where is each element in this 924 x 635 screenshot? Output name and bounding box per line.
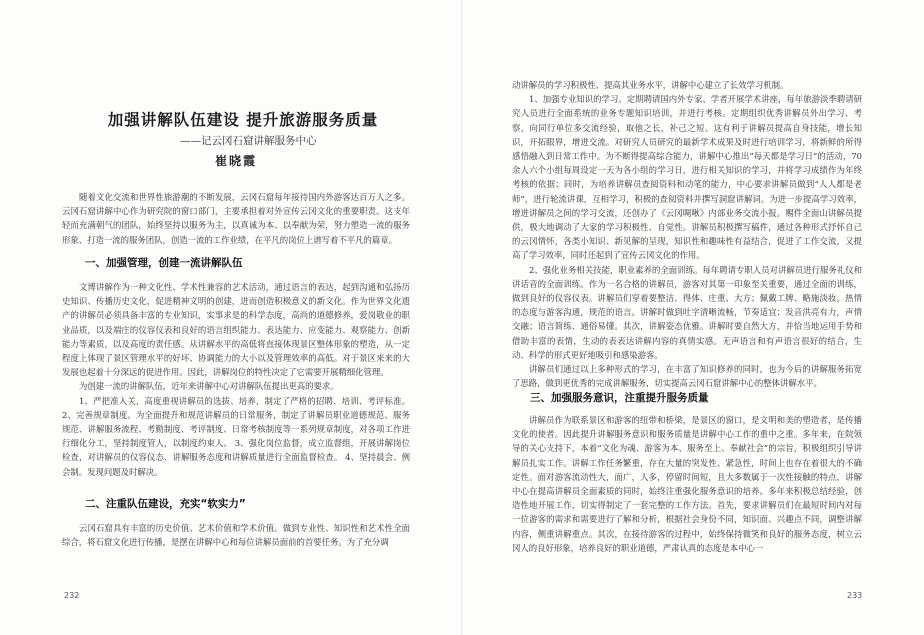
article-subtitle: ——记云冈石窟讲解服务中心 — [180, 135, 317, 147]
section-heading-1: 一、加强管理，创建一流讲解队伍 — [85, 257, 243, 269]
paragraph: 为创建一流的讲解队伍，近年来讲解中心对讲解队伍提出更高的要求。 — [79, 381, 339, 392]
paragraph: 1、严把准入关，高度重视讲解员的选拔、培养，制定了严格的招聘、培训、考评标准。 2、完善规章制度。为全面提升和规范讲解员的日常服务，制定了讲解员职业道德规范、服务规范、讲解服务流程、考勤制度、考评制度、日常考核制度等一系列规章制度，对各项工作进行细化分工，坚持制度管人，以制度约束人。 3、强化岗位监督，成立监督组，开展讲解岗位检查，对讲解员的仪容仪态、讲解服务态度和讲解质量进行全面监督检查。 4、坚持晨会、例会制。发现问题及时解决。 — [62, 395, 410, 477]
right-page — [462, 0, 924, 635]
paragraph: 讲解员作为联系景区和游客的纽带和桥梁，是景区的窗口，是文明和美的塑造者，是传播文化的使者。因此提升讲解服务意识和服务质量是讲解中心工作的重中之重。多年来，在院领导的关心支持下，本着“文化为魂、游客为本、服务至上、奉献社会”的宗旨，积极组织引导讲解员扎实工作。讲解工作任务繁重，存在大量的突发性、紧急性，时间上也存在着很大的不确定性。面对游客流动性大，面广，人多，停留时间短，且大多数属于一次性接触的特点，讲解中心在提高讲解员全面素质的同时，始终注重强化服务意识的培养。多年来积极总结经验，创造性地开展工作，切实得制定了一套完整的工作方法。首先，要求讲解员们在最短时间内对每一位游客的需求和需要进行了解和分析，根据社会身份不同，知识面、兴趣点不同，调整讲解内容，侧重讲解重点。其次，在接待游客的过程中，始终保持微笑和良好的服务态度，树立云冈人的良好形象，培养良好的职业道德，严肃认真的态度是本中心一 — [512, 415, 862, 553]
intro-paragraph: 随着文化交流和世界性旅游潮的不断发展，云冈石窟每年接待国内外游客达百万人之多。云冈石窟讲解中心作为研究院的窗口部门，主要承担着对外宣传云冈文化的重要职责。这支年轻而充满朝气的团队，始终坚持以服务为主，以真诚为本、以奉献为荣，努力塑造一流的服务形象、打造一流的服务团队，创造一流的工作业绩，在平凡的岗位上谱写着不平凡的篇章。 — [62, 192, 410, 245]
section-2-body — [62, 521, 410, 549]
page-number-left: 232 — [64, 591, 80, 600]
page-number-right: 233 — [847, 591, 863, 600]
section-3-body — [512, 413, 862, 555]
section-heading-2: 二、注重队伍建设，充实“软实力” — [85, 498, 246, 510]
article-title: 加强讲解队伍建设 提升旅游服务质量 — [107, 111, 379, 129]
paragraph: 云冈石窟具有丰富的历史价值、艺术价值和学术价值。做到专业性、知识性和艺术性全面综合，将石窟文化进行传播，是摆在讲解中心和每位讲解员面前的首要任务。为了充分调 — [62, 523, 410, 548]
paragraph: 动讲解员的学习积极性、提高其业务水平，讲解中心建立了长效学习机制。 — [512, 80, 789, 90]
section-2-continued — [512, 78, 862, 390]
section-heading-3: 三、加强服务意识，注重提升服务质量 — [530, 392, 709, 404]
paragraph: 1、加强专业知识的学习。定期聘请国内外专家、学者开展学术讲座，每年旅游淡季聘请研究人员进行全面系统的业务专题知识培训，并进行考核。定期组织优秀讲解员外出学习、考察，向同行单位多交流经验，取他之长，补己之短。这有利于讲解员提高自身技能，增长知识，开拓眼界，增进交流。对研究人员研究的最新学术成果及时进行培训学习，将新鲜的所得感悟融入到日常工作中。为不断得提高综合能力，讲解中心推出“每天都是学习日”的活动，70余人六个小组每周设定一天为各小组的学习日，进行相关知识的学习，并将学习成绩作为年终考核的依据；同时，为培养讲解员查阅资料和动笔的能力，中心要求讲解员做到“人人都是老师”，进行轮流讲课，互相学习，积极的查阅资料并撰写洞窟讲解词。为进一步提高学习效率，增进讲解员之间的学习交流，还创办了《云冈啁啾》内部业务交流小报。赐件全面山讲解员提供，极大地调动了大家的学习积极性、自觉性。讲解员积极撰写稿件，通过各种形式抒怀自己的云冈情怀，各类小知识、新见解的呈现，知识性和趣味性有益结合，促进了工作交流，又提高了学习效率，同时还起到了宣传云冈文化的作用。 — [512, 94, 862, 261]
paragraph: 2、强化业务相关技能，职业素养的全面训练。每年聘请专职人员对讲解员进行服务礼仪和讲话音的全面训练。作为一名合格的讲解员，游客对其第一印象至关重要，通过全面的训练，做到良好的仪容仪表。讲解员们穿着要整洁、得体、庄重、大方；佩戴工牌、略施淡妆。热情的态度与游客沟通，规范的语言。讲解时做到吐字清晰流畅，节奏适宜；发音洪亮有力，声情交融；语言简练、通俗易懂。其次，讲解姿态优雅。讲解时要自然大方，并恰当地运用手势和借助丰富的表情，生动的表表达讲解内容的真情实感。无声语言和有声语言很好的结合，生动、科学的形式更好地吸引和感染游客。 — [512, 264, 862, 360]
section-1-body — [62, 280, 410, 479]
paragraph: 讲解员们通过以上多种形式的学习，在丰富了知识修养的同时，也为今后的讲解服务拓宽了思路，做到更优秀的完成讲解服务，切实提高云冈石窟讲解中心的整体讲解水平。 — [512, 364, 862, 389]
article-author: 崔晓霞 — [215, 154, 258, 168]
intro-block — [62, 190, 410, 247]
paragraph: 文博讲解作为一种文化性、学术性兼容的艺术活动，通过语言的表达，起到沟通和弘扬历史知识、传播历史文化，促进精神文明的创建，进而创造积极意义的新文化。作为世界文化遗产的讲解员必须具备丰富的专业知识，实事求是的科学态度，高尚的道德修养，爱岗敬业的职业品质，以及端庄的仪容仪表和良好的语言组织能力、表达能力、应变能力、观察能力、创新能力等素质，以及高度的责任感。从讲解水平的高低将直接体现景区整体形象的塑造，从一定程度上体现了景区管理水平的好坏、协调能力的大小以及管理效率的高低。对于景区来来的大发展也起着十分深远的促进作用。因此，讲解岗位的特性决定了它需要开展精细化管理。 — [62, 282, 410, 378]
